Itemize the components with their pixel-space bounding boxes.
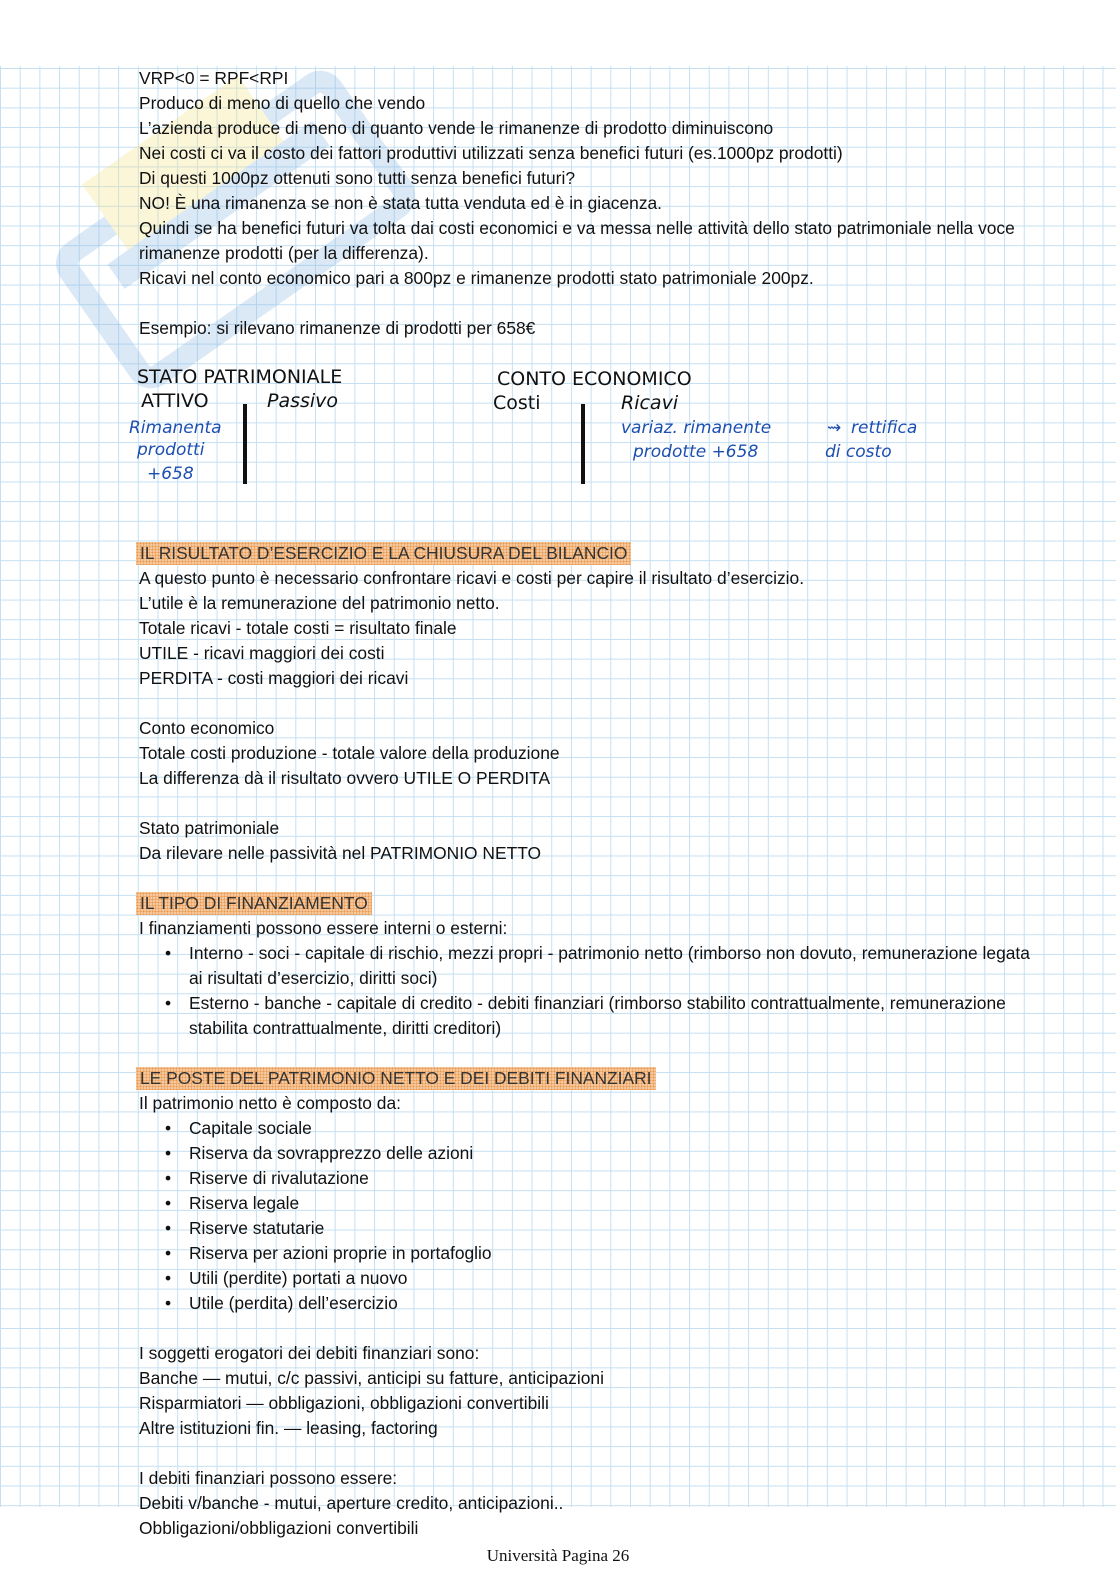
list-item: • Riserva legale bbox=[139, 1191, 1039, 1216]
text-line: Debiti v/banche - mutui, aperture credito, anticipazioni.. bbox=[139, 1493, 564, 1513]
attivo-label: ATTIVO bbox=[141, 390, 209, 412]
attivo-entry: prodotti bbox=[137, 440, 205, 460]
text-line: Ricavi nel conto economico pari a 800pz e rimanenze prodotti stato patrimoniale 200pz. bbox=[139, 268, 814, 288]
text-line: A questo punto è necessario confrontare ricavi e costi per capire il risultato d’esercizio. bbox=[139, 568, 805, 588]
sp-title: STATO PATRIMONIALE bbox=[137, 366, 343, 388]
list-item: • Riserva per azioni proprie in portafoglio bbox=[139, 1241, 1039, 1266]
text-line: Risparmiatori — obbligazioni, obbligazioni convertibili bbox=[139, 1393, 549, 1413]
list-item: • Riserve di rivalutazione bbox=[139, 1166, 1039, 1191]
list-item: • Esterno - banche - capitale di credito - debiti finanziari (rimborso stabilito contrattualmente, remunerazione stabilita contrattualmente, diritti creditori) bbox=[139, 991, 1039, 1041]
text-line: La differenza dà il risultato ovvero UTILE O PERDITA bbox=[139, 768, 551, 788]
section-heading bbox=[139, 541, 1039, 566]
ricavi-label: Ricavi bbox=[621, 392, 679, 414]
ricavi-entry: prodotte +658 bbox=[633, 442, 759, 462]
passivo-label: Passivo bbox=[267, 390, 339, 412]
text-line: I finanziamenti possono essere interni o esterni: bbox=[139, 918, 508, 938]
text-line: Obbligazioni/obbligazioni convertibili bbox=[139, 1518, 419, 1538]
text-line: PERDITA - costi maggiori dei ricavi bbox=[139, 668, 409, 688]
text-line: Da rilevare nelle passività nel PATRIMONIO NETTO bbox=[139, 843, 542, 863]
text-line: I soggetti erogatori dei debiti finanziari sono: bbox=[139, 1343, 480, 1363]
bullet-list bbox=[139, 1116, 1039, 1316]
costi-label: Costi bbox=[493, 392, 541, 414]
text-line: UTILE - ricavi maggiori dei costi bbox=[139, 643, 385, 663]
text-paragraph: Quindi se ha benefici futuri va tolta dai costi economici e va messa nelle attività dello stato patrimoniale nella voce rimanenze prodotti (per la differenza). bbox=[139, 218, 1015, 263]
text-line: VRP<0 = RPF<RPI bbox=[139, 68, 289, 88]
list-item: • Riserva da sovrapprezzo delle azioni bbox=[139, 1141, 1039, 1166]
handwritten-sketch bbox=[129, 341, 1039, 541]
bullet-list bbox=[139, 941, 1039, 1041]
text-line: Produco di meno di quello che vendo bbox=[139, 93, 426, 113]
text-line: Banche — mutui, c/c passivi, anticipi su fatture, anticipazioni bbox=[139, 1368, 604, 1388]
heading-text: IL RISULTATO D’ESERCIZIO E LA CHIUSURA DEL BILANCIO bbox=[136, 542, 631, 565]
section-heading bbox=[139, 1066, 1039, 1091]
section-heading bbox=[139, 891, 1039, 916]
text-line: Stato patrimoniale bbox=[139, 818, 280, 838]
text-line: L’azienda produce di meno di quanto vende le rimanenze di prodotto diminuiscono bbox=[139, 118, 774, 138]
note-text: di costo bbox=[825, 442, 892, 462]
list-item: • Riserve statutarie bbox=[139, 1216, 1039, 1241]
text-line: Totale ricavi - totale costi = risultato finale bbox=[139, 618, 457, 638]
text-line: Altre istituzioni fin. — leasing, factoring bbox=[139, 1418, 438, 1438]
text-line: Totale costi produzione - totale valore della produzione bbox=[139, 743, 560, 763]
text-line: Conto economico bbox=[139, 718, 275, 738]
list-item: • Capitale sociale bbox=[139, 1116, 1039, 1141]
text-line: Di questi 1000pz ottenuti sono tutti senza benefici futuri? bbox=[139, 168, 576, 188]
list-item: • Utili (perdite) portati a nuovo bbox=[139, 1266, 1039, 1291]
page-content bbox=[129, 66, 1039, 1541]
text-line: NO! È una rimanenza se non è stata tutta venduta ed è in giacenza. bbox=[139, 193, 663, 213]
note-arrow-icon: ⇝ bbox=[827, 418, 842, 438]
attivo-entry: Rimanenta bbox=[129, 418, 222, 438]
heading-text: IL TIPO DI FINANZIAMENTO bbox=[136, 892, 372, 915]
list-item: • Interno - soci - capitale di rischio, mezzi propri - patrimonio netto (rimborso non dovuto, remunerazione legata ai risultati d’esercizio, diritti soci) bbox=[139, 941, 1039, 991]
note-text: rettifica bbox=[851, 418, 918, 438]
example-line: Esempio: si rilevano rimanenze di prodotti per 658€ bbox=[139, 318, 536, 338]
attivo-entry: +658 bbox=[147, 464, 194, 484]
text-line: Nei costi ci va il costo dei fattori produttivi utilizzati senza benefici futuri (es.1000pz prodotti) bbox=[139, 143, 843, 163]
text-line: L’utile è la remunerazione del patrimonio netto. bbox=[139, 593, 500, 613]
ricavi-entry: variaz. rimanente bbox=[621, 418, 772, 438]
page-footer: Università Pagina 26 bbox=[486, 1546, 630, 1565]
ce-title: CONTO ECONOMICO bbox=[497, 368, 692, 390]
list-item: • Utile (perdita) dell’esercizio bbox=[139, 1291, 1039, 1316]
heading-text: LE POSTE DEL PATRIMONIO NETTO E DEI DEBITI FINANZIARI bbox=[136, 1067, 656, 1090]
text-line: I debiti finanziari possono essere: bbox=[139, 1468, 398, 1488]
top-margin bbox=[0, 0, 1116, 66]
text-line: Il patrimonio netto è composto da: bbox=[139, 1093, 401, 1113]
